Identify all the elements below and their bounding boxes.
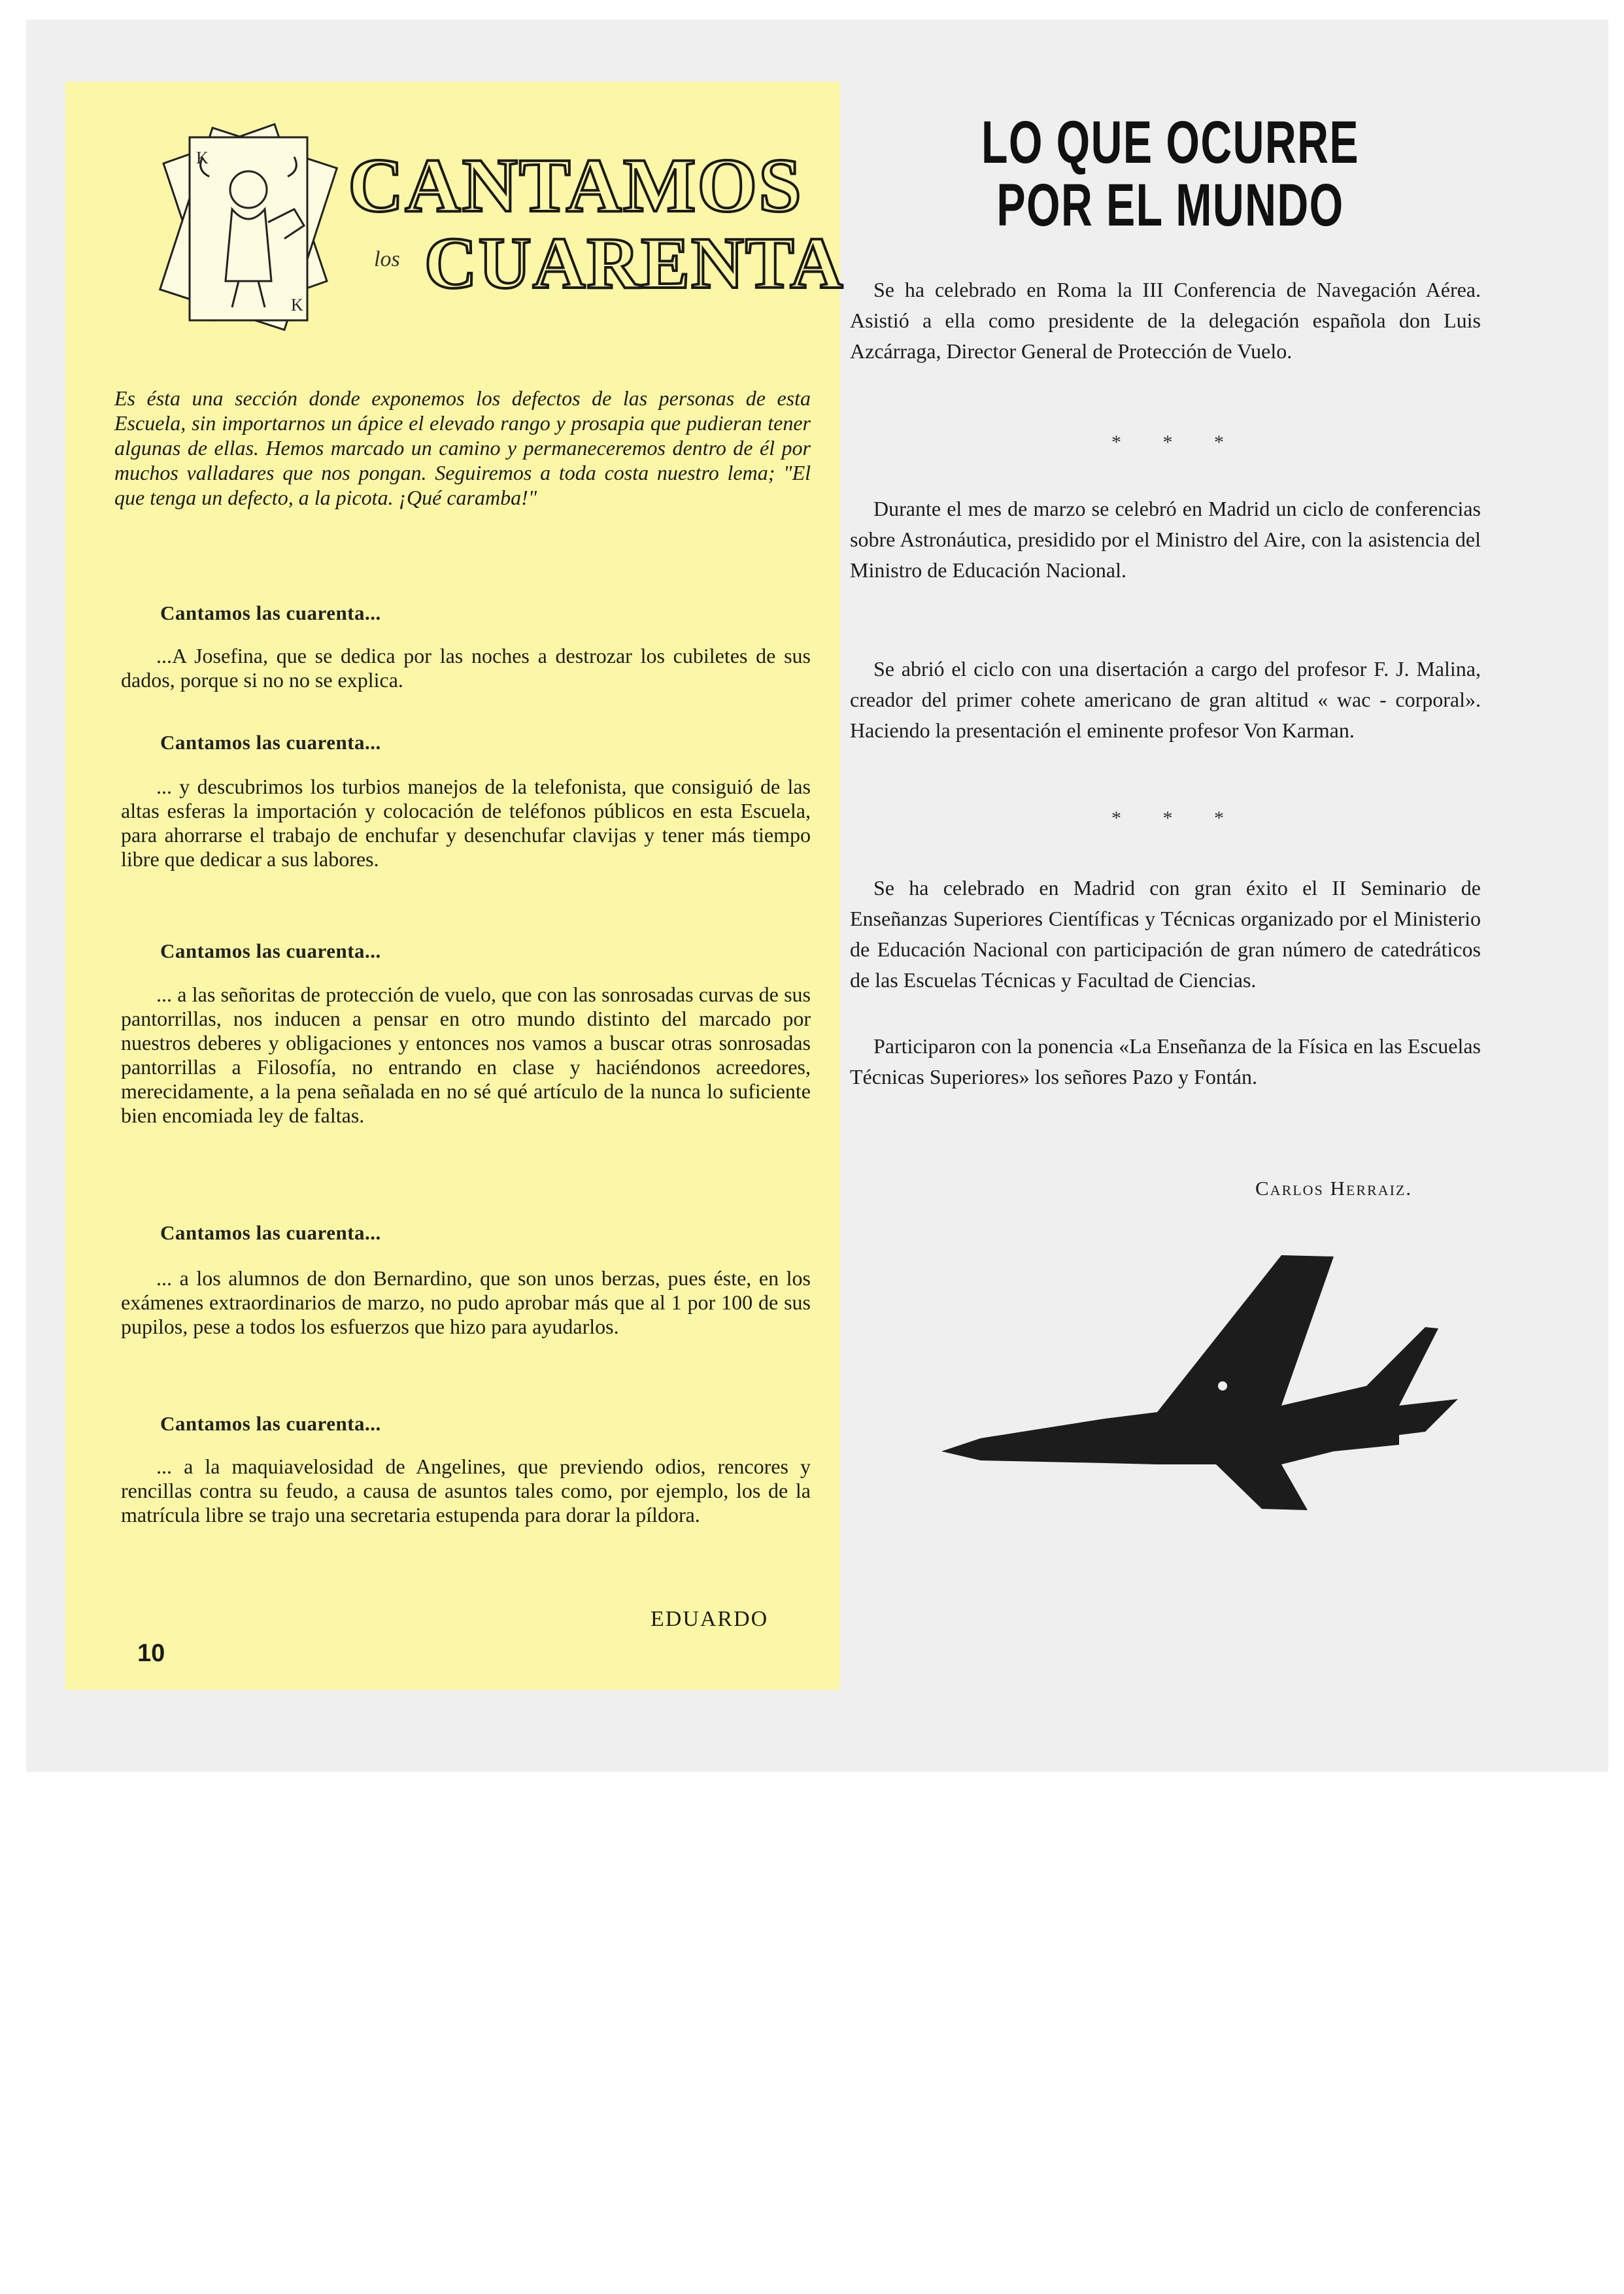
subheading: Cantamos las cuarenta... — [160, 601, 381, 624]
author: Carlos Herraiz. — [1255, 1177, 1413, 1200]
separator: * * * — [1111, 431, 1242, 453]
title-cuarenta — [424, 219, 845, 304]
paragraph: ... y descubrimos los turbios manejos de la telefonista, que consiguió de las altas esferas la importación y colocación de teléfonos públicos en esta Escuela, para ahorrarse el trabajo de enchufar y desenchufar clavijas y tener más tiempo libre que dedicar a sus labores. — [121, 775, 811, 871]
title-los: los — [374, 247, 400, 271]
paragraph: ... a las señoritas de protección de vuelo, que con las sonrosadas curvas de sus pantorrillas, nos inducen a pensar en otro mundo distinto del marcado por nuestros deberes y obligaciones y entonces nos vamos a buscar otras sonrosadas pantorrillas a Filosofía, no entrando en clase y haciéndonos acreedores, merecidamente, a la pena señalada en no sé qué artículo de la nunca lo suficiente bien encomiada ley de faltas. — [121, 983, 811, 1127]
svg-text:CUARENTA: CUARENTA — [424, 223, 845, 304]
paragraph: ... a los alumnos de don Bernardino, que son unos berzas, pues éste, en los exámenes extraordinarios de marzo, no pudo aprobar más que al 1 por 100 de sus pupilos, pese a todos los esfuerzos que hizo para ayudarlos. — [121, 1266, 811, 1338]
svg-text:K: K — [291, 295, 303, 314]
paragraph: ... a la maquiavelosidad de Angelines, que previendo odios, rencores y rencillas contra su feudo, a causa de asuntos tales como, por ejemplo, los de la matrícula libre se trajo una secretaria estupenda para dorar la píldora. — [121, 1455, 811, 1527]
paragraph: Se ha celebrado en Madrid con gran éxito el II Seminario de Enseñanzas Superiores Científicas y Técnicas organizado por el Ministerio de Educación Nacional con participación de gran número de catedráticos de las Escuelas Técnicas y Facultad de Ciencias. — [850, 876, 1481, 992]
subheading: Cantamos las cuarenta... — [160, 1412, 381, 1435]
paragraph: ...A Josefina, que se dedica por las noches a destrozar los cubiletes de sus dados, porque si no no se explica. — [121, 644, 811, 692]
svg-text:K: K — [196, 148, 209, 167]
page-number: 10 — [137, 1640, 165, 1667]
subheading: Cantamos las cuarenta... — [160, 731, 381, 754]
paragraph: Participaron con la ponencia «La Enseñanza de la Física en las Escuelas Técnicas Superiores» los señores Pazo y Fontán. — [850, 1034, 1481, 1088]
svg-text:CANTAMOS: CANTAMOS — [348, 143, 803, 228]
paragraph: Se abrió el ciclo con una disertación a cargo del profesor F. J. Malina, creador del primer cohete americano de gran altitud « wac - corporal». Haciendo la presentación el eminente profesor Von Karman. — [850, 657, 1481, 742]
subheading: Cantamos las cuarenta... — [160, 939, 381, 962]
signoff: EDUARDO — [651, 1607, 769, 1631]
section-intro: Es ésta una sección donde exponemos los defectos de las personas de esta Escuela, sin importarnos un ápice el elevado rango y prosapia que pudieran tener algunas de ellas. Hemos marcado un camino y permaneceremos dentro de él por muchos valladares que nos pongan. Seguiremos a toda costa nuestro lema; "El que tenga un defecto, a la picota. ¡Qué caramba!" — [114, 386, 811, 509]
title-cantamos — [348, 141, 803, 228]
separator: * * * — [1111, 807, 1242, 829]
jet-aircraft-silhouette — [941, 1255, 1458, 1510]
subheading: Cantamos las cuarenta... — [160, 1221, 381, 1244]
paragraph: Se ha celebrado en Roma la III Conferencia de Navegación Aérea. Asistió a ella como presidente de la delegación española don Luis Azcárraga, Director General de Protección de Vuelo. — [850, 278, 1481, 363]
page-title: LO QUE OCURRE POR EL MUNDO — [981, 109, 1360, 239]
playing-cards-illustration — [150, 118, 353, 340]
paragraph: Durante el mes de marzo se celebró en Madrid un ciclo de conferencias sobre Astronáutica, presidido por el Ministro del Aire, con la asistencia del Ministro de Educación Nacional. — [850, 497, 1481, 582]
